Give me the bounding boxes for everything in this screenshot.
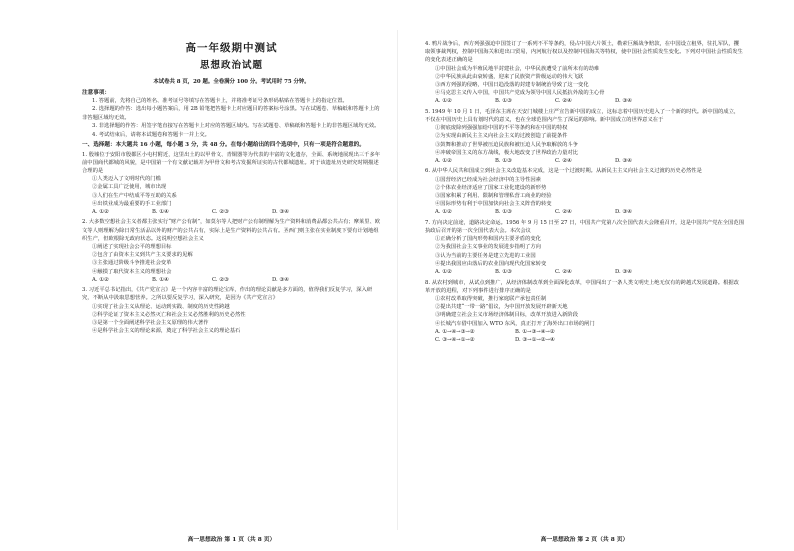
question-option: ②为我国社会主义事业的发展进步指明了方向	[435, 244, 541, 251]
question-option: ②为实现由新民主主义向社会主义的过渡创造了前提条件	[435, 133, 568, 140]
question-option: ③是第一个全面阐述科学社会主义原理的伟大著作	[92, 320, 209, 327]
question-7	[425, 219, 744, 277]
question-option: ③认为当前的主要任务是建立先进的工业国	[435, 252, 536, 259]
question-option: ②包含了由资本主义到共产主义要求的见解	[92, 252, 193, 259]
note-item: 1. 答题前，先将自己的姓名、准考证号等填写在答题卡上，并将准考证号条形码粘贴在答题卡上的指定位置。	[92, 98, 348, 104]
exam-subject: 思想政治试题	[199, 60, 263, 71]
question-option: ①彻底废除列强强加给中国的不平等条约和在中国的特权	[435, 125, 568, 132]
question-option: ①人类迈入了文明时代的门槛	[92, 176, 161, 183]
question-2	[82, 218, 381, 284]
question-stem: 6. 从中华人民共和国成立到社会主义改造基本完成，这是一个过渡时期。从新民主主义向社会主义过渡的历史必然性是	[425, 168, 702, 175]
answer-choice-b: B. ①③	[495, 98, 512, 105]
answer-choices	[92, 276, 381, 284]
notes-heading: 注意事项：	[82, 90, 110, 96]
answer-choices	[435, 268, 744, 276]
question-option: ②中华民族从此由衰转盛，迎来了民族资产阶级运动的伟大飞跃	[435, 73, 584, 80]
answer-choice-b: B. ①③	[495, 269, 512, 276]
note-item: 2. 选择题的作答：选出每小题答案后，用 2B 铅笔把答题卡上对应题目的答案标号涂黑。写在试题卷、草稿纸和答题卡上的非答题区域均无效。	[82, 106, 380, 121]
question-1	[82, 151, 381, 217]
answer-choice-c: C. ②④	[555, 209, 572, 216]
answer-choice-a: A. ①②	[435, 158, 452, 165]
answer-choices	[435, 97, 744, 105]
answer-choice-d: D. ③④	[272, 276, 289, 283]
question-stem: 8. 从农村到城市，从试点到推广，从经济体制改革到全面深化改革，中国闯出了一条人类文明史上绝无仅有的跨越式发展道路。根据改革开放的进程，对下列事件进行排序正确的是	[425, 279, 739, 294]
question-option: ③鼓舞和推动了世界被压迫民族和被压迫人民争取解放的斗争	[435, 141, 579, 148]
answer-choice-d: D. ③④	[615, 269, 632, 276]
question-option: ③明确建立社会主义市场经济体制目标，改革开放进入新阶段	[435, 312, 579, 319]
question-option: ④出铁业成为最重要的手工业部门	[92, 200, 172, 207]
answer-choices	[435, 328, 744, 336]
answer-choice-c: C. ②③	[212, 209, 229, 216]
question-option: ②提出共建“一带一路”倡议，为中国开放发展开辟新天地	[435, 304, 568, 311]
note-item: 4. 考试结束后，请将本试题卷和答题卡一并上交。	[92, 131, 210, 138]
question-option: ③主张通过阶级斗争推进社会变革	[92, 260, 172, 267]
question-stem: 1. 殷墟位于安阳市殷都区小屯村附近，这里出土的以甲骨文、青铜器等为代表的丰富的文化遗存，全面、系统地展现出三千多年前中国商代都城的风貌，是中国第一个有文献记载并为甲骨文和考古发掘所证实的古代都城遗址。对于该遗址历史研究时期描述合理的是	[82, 151, 381, 175]
question-option: ④马克思主义传入中国，中国共产党成为领导中国人民抵抗外敌的主心骨	[435, 90, 605, 97]
question-8	[425, 279, 744, 345]
answer-choices	[435, 208, 744, 216]
question-option: ②科学论证了资本主义必然灭亡和社会主义必然胜利的历史必然性	[92, 311, 246, 318]
exam-info: 本试卷共 8 页，20 题。全卷满分 100 分。考试用时 75 分钟。	[153, 79, 310, 85]
answer-choice-d: D. ③④	[615, 158, 632, 165]
answer-choice-b: B. ①③	[495, 158, 512, 165]
question-stem: 7. 方向决定前途，道路决定命运。1956 年 9 月 15 日至 27 日，中国共产党第八次全国代表大会隆重召开，这是中国共产党在全国范围执政后召开的第一次全国代表大会。本次会议	[425, 219, 744, 235]
answer-choice-d: D. ③→①→②→④	[515, 337, 555, 344]
answer-choice-a: A. ①②	[92, 209, 109, 216]
answer-choice-b: B. ①→③→④→②	[515, 328, 555, 335]
question-option: ①国营经济已经成为社会经济中的主导性因素	[435, 176, 541, 183]
answer-choice-a: A. ①②	[92, 276, 109, 283]
question-stem: 5. 1949 年 10 月 1 日，毛泽东主席在天安门城楼上庄严宣告新中国的成立，这标志着中国历史进入了一个新的时代。新中国的成立，不仅在中国历史上具有划时代的意义，也在全球范围内产生了深远的影响。新中国成立的世界意义在于	[425, 108, 740, 124]
page-footer: 高一思想政治 第 1 页（共 8 页）	[187, 537, 276, 543]
question-6	[425, 167, 744, 216]
question-stem: 3. 习近平总书记指出，《共产党宣言》是一个内容丰富的理论宝库，作出的理论贡献是多方面的，值得我们反复学习，深入研究，不断从中汲取思想营养。之所以要反复学习，深入研究，是因为《共产党宣言》	[82, 287, 373, 302]
section-heading: 一、选择题：本大题共 16 小题，每小题 3 分，共 48 分。在每小题给出的四个选项中，只有一项是符合题意的。	[82, 142, 365, 149]
answer-choice-c: C. ③→④→①→②	[435, 337, 475, 344]
question-4	[425, 40, 744, 106]
answer-choice-b: B. ①③	[495, 209, 512, 216]
answer-choice-c: C. ②④	[555, 158, 572, 165]
question-stem: 2. 大多数空想社会主义者都主张实行“财产公有制”，如莫尔等人把财产公有制理解为生产资料和消费品都公共占有；摩莱里、欧文等人则理解为除日常生活品以外的财产的公共占有，实际上是生产资料的公共占有。圣西门则主张在实业制度下要有计划地组织生产，但欧根除无政府状态。这说明空想社会主义	[82, 219, 381, 242]
page-footer: 高一思想政治 第 2 页（共 8 页）	[540, 537, 629, 543]
question-option: ②金属工具广泛使用，城市出现	[92, 184, 167, 191]
question-option: ①正确分析了国内形势和国内主要矛盾的变化	[435, 236, 541, 243]
question-option: ④冲破帝国主义的东方战线，极大地改变了世界政治力量对比	[435, 149, 579, 156]
answer-choice-d: D. ③④	[615, 98, 632, 105]
answer-choices	[92, 208, 381, 216]
question-option: ④触摸了取代资本主义的理想社会	[92, 268, 172, 275]
exam-title: 高一年级期中测试	[185, 42, 278, 54]
question-option: ②个体农业经济适应了国家工业化建设的新形势	[435, 184, 547, 191]
answer-choice-d: D. ③④	[272, 209, 289, 216]
answer-choices	[435, 336, 744, 344]
question-option: ④是科学社会主义的理论来源，奠定了科学社会主义的理论基石	[92, 328, 241, 335]
note-item: 3. 非选择题的作答：用签字笔直接写在答题卡上对应的答题区域内。写在试题卷、草稿纸和答题卡上的非答题区域均无效。	[92, 123, 380, 130]
answer-choice-c: C. ②④	[555, 98, 572, 105]
answer-choice-c: C. ②④	[555, 269, 572, 276]
question-option: ①阐述了实现社会公平的理想目标	[92, 244, 172, 251]
question-option: ①实现了社会主义从理论、运动到实践、制度的历史性跨越	[92, 303, 230, 310]
answer-choice-a: A. ①②	[435, 269, 452, 276]
question-option: ①中国社会成为半殖民地半封建社会，中华民族遭受了前所未有的劫难	[435, 65, 600, 72]
answer-choice-a: A. ①②	[435, 209, 452, 216]
answer-choices	[435, 157, 744, 165]
question-stem: 4. 鸦片战争后，西方列强强迫中国签订了一系列不平等条约，侵占中国大片领土，勒索巨额战争赔款，在中国设立租界，驻扎军队，攫取领事裁判权，控制中国海关和进出口贸易，内河航行权以及控制中国海关等特权，使中国社会性质发生变化。下列对中国社会性质发生的变化表述正确的是	[425, 41, 743, 64]
question-option: ④国际形势有利于中国加快向社会主义阵营的转变	[435, 201, 552, 208]
question-3	[82, 286, 381, 335]
answer-choice-c: C. ②③	[212, 276, 229, 283]
question-option: ③西方列强的侵略，中国日趋没落的封建专制统治导致了这一变化	[435, 82, 589, 89]
exam-page-2	[397, 0, 794, 551]
answer-choice-b: B. ①④	[152, 276, 169, 283]
answer-choice-d: D. ③④	[615, 209, 632, 216]
question-option: ④长城汽车借中国加入 WTO 东风，真正打开了海外出口市场的闸门	[435, 320, 595, 327]
question-option: ④提出我国应由落后的农业国向现代化国家转变	[435, 260, 547, 267]
question-option: ③人们在生产中结成平等互助的关系	[92, 192, 177, 199]
question-option: ③国家积累了利用、限制和管理私营工商业的经验	[435, 193, 552, 200]
answer-choice-a: A. ①→④→③→②	[435, 328, 475, 335]
question-option: ①农村改革取得突破，推行家庭联产承包责任制	[435, 295, 547, 302]
answer-choice-a: A. ①②	[435, 98, 452, 105]
answer-choice-b: B. ①④	[152, 209, 169, 216]
question-5	[425, 108, 744, 166]
